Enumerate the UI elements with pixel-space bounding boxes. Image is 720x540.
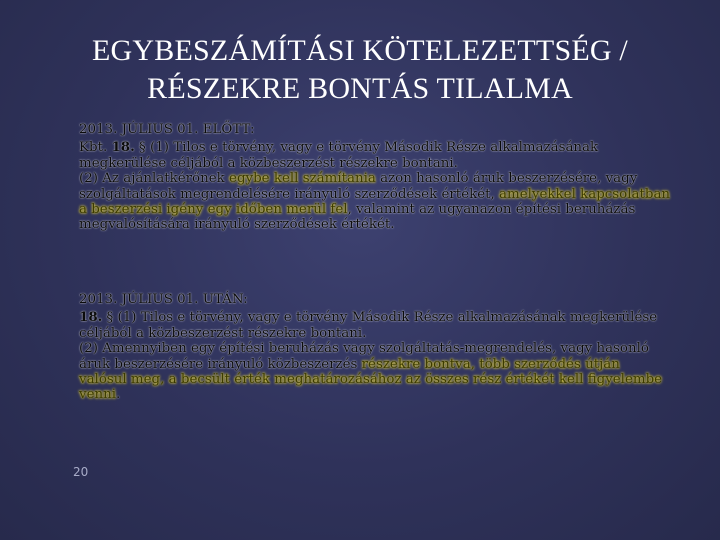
after-section-number: 18. bbox=[79, 309, 103, 326]
before-paragraph-1-prefix: Kbt. bbox=[79, 140, 112, 156]
before-paragraph-2-part-a: (2) Az ajánlatkérőnek bbox=[79, 171, 230, 187]
before-paragraph-2 bbox=[79, 171, 671, 233]
before-section bbox=[79, 122, 671, 233]
after-highlight-2: több szerződés útján valósul meg, a becsült érték meghatározásához az összes rész értékét kell figyelembe venni bbox=[79, 356, 663, 403]
after-highlight-1: részekre bontva, bbox=[361, 356, 475, 372]
before-highlight-1: egybe kell számítania bbox=[229, 171, 376, 187]
before-heading: 2013. JÚLIUS 01. ELŐTT: bbox=[79, 122, 255, 137]
after-paragraph-2-part-a: (2) Amennyiben egy építési beruházás vagy szolgáltatás-megrendelés, vagy hasonló áruk beszerzésére irányuló közbeszerzés bbox=[79, 341, 649, 372]
before-section-number: 18. bbox=[111, 139, 135, 156]
page-number: 20 bbox=[73, 465, 89, 479]
before-paragraph-1-text: § (1) Tilos e törvény, vagy e törvény Második Része alkalmazásának megkerülése céljából a közbeszerzést részekre bontani. bbox=[79, 140, 599, 171]
before-paragraph-2-part-b: azon hasonló áruk beszerzésére, vagy szolgáltatások megrendelésére irányuló szerződések értékét, bbox=[79, 171, 638, 202]
after-paragraph-1 bbox=[79, 310, 671, 341]
slide-title-line-1: EGYBESZÁMÍTÁSI KÖTELEZETTSÉG / bbox=[92, 34, 628, 67]
before-highlight-2: amelyekkel kapcsolatban a beszerzési igény egy időben merül fel bbox=[79, 186, 671, 218]
after-paragraph-2-part-c: . bbox=[116, 387, 121, 403]
before-paragraph-2-part-c: , valamint az ugyanazon építési beruházás megvalósítására irányuló szerződések értékét. bbox=[79, 202, 636, 233]
before-paragraph-1 bbox=[79, 140, 671, 171]
after-paragraph-1-text: § (1) Tilos e törvény, vagy e törvény Második Része alkalmazásának megkerülése céljából a közbeszerzést részekre bontani. bbox=[79, 310, 658, 341]
slide-title-line-2: RÉSZEKRE BONTÁS TILALMA bbox=[147, 72, 573, 105]
slide-title bbox=[60, 32, 660, 108]
after-heading: 2013. JÚLIUS 01. UTÁN: bbox=[79, 292, 248, 307]
after-paragraph-2 bbox=[79, 341, 671, 403]
after-section bbox=[79, 292, 671, 403]
